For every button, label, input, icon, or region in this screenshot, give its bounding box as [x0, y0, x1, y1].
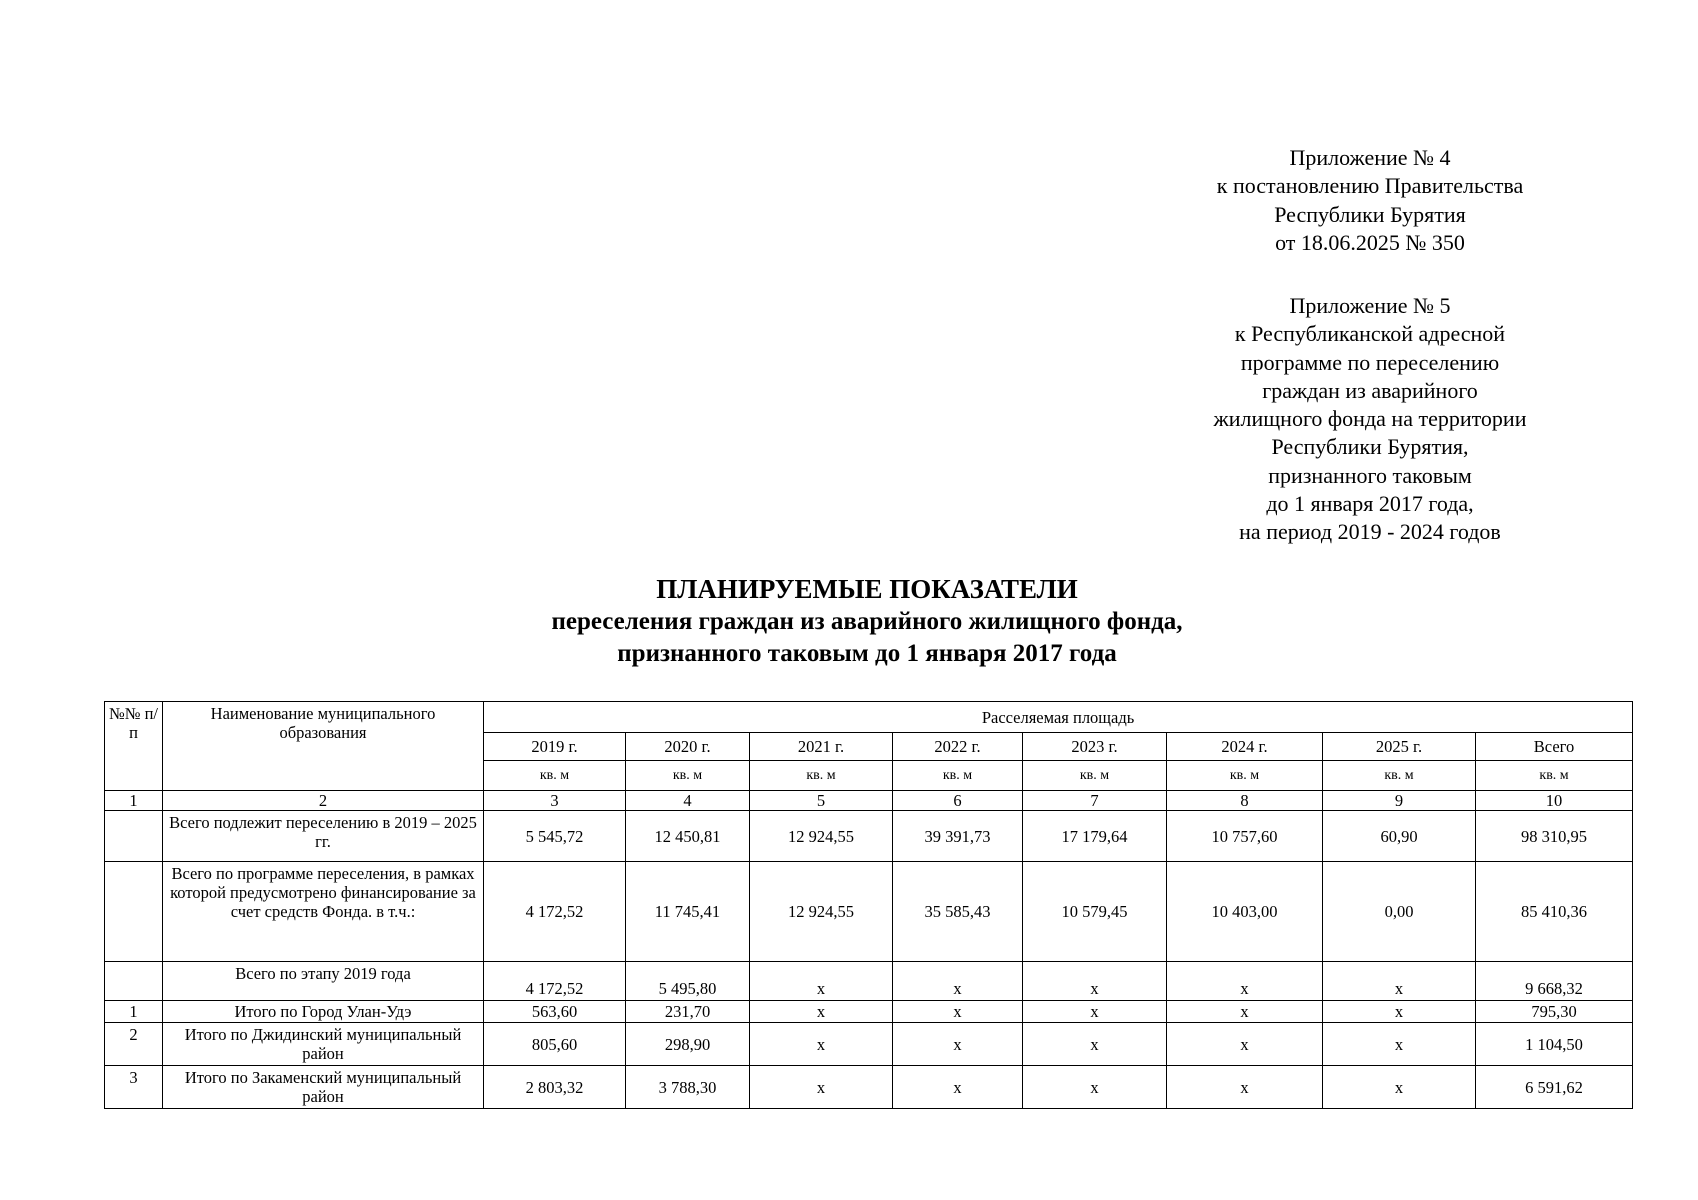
- row-value: х: [1167, 1001, 1323, 1023]
- appendix-5-line: признанного таковым: [1268, 462, 1472, 488]
- indicators-table: [104, 701, 1633, 1109]
- appendix-5-line: на период 2019 - 2024 годов: [1239, 519, 1501, 545]
- header-year: 2023 г.: [1023, 733, 1167, 761]
- row-value: х: [893, 1066, 1023, 1109]
- row-num: 2: [105, 1023, 163, 1066]
- column-number: 9: [1323, 791, 1476, 811]
- appendix-4-line: к постановлению Правительства: [1216, 173, 1524, 199]
- row-value: х: [1023, 1066, 1167, 1109]
- header-unit: кв. м: [626, 761, 750, 791]
- row-value: 563,60: [484, 1001, 626, 1023]
- row-value: 795,30: [1476, 1001, 1633, 1023]
- header-year: 2022 г.: [893, 733, 1023, 761]
- header-num: №№ п/п: [105, 702, 163, 791]
- table-row: [105, 1023, 1633, 1066]
- row-value: 35 585,43: [893, 862, 1023, 962]
- column-number: 1: [105, 791, 163, 811]
- column-number: 7: [1023, 791, 1167, 811]
- table-row: [105, 962, 1633, 1001]
- header-year: 2019 г.: [484, 733, 626, 761]
- appendix-5-line: Приложение № 5: [1289, 293, 1451, 318]
- column-number: 5: [750, 791, 893, 811]
- appendix-5-line: программе по переселению: [1240, 349, 1500, 375]
- row-value: 98 310,95: [1476, 811, 1633, 862]
- header-unit: кв. м: [750, 761, 893, 791]
- row-name: Итого по Закаменский муниципальный район: [163, 1066, 484, 1109]
- header-year: 2025 г.: [1323, 733, 1476, 761]
- row-name: Итого по Город Улан-Удэ: [163, 1001, 484, 1023]
- row-value: х: [1023, 1001, 1167, 1023]
- row-value: 9 668,32: [1476, 962, 1633, 1001]
- row-value: 3 788,30: [626, 1066, 750, 1109]
- row-value: х: [1323, 962, 1476, 1001]
- appendix-5-line: до 1 января 2017 года,: [1266, 491, 1474, 517]
- row-value: х: [1167, 1066, 1323, 1109]
- row-value: х: [893, 1001, 1023, 1023]
- header-area-group: Расселяемая площадь: [484, 702, 1633, 733]
- appendix-4-header: [1190, 144, 1550, 257]
- column-number: 2: [163, 791, 484, 811]
- row-value: х: [1023, 962, 1167, 1001]
- appendix-5-line: к Республиканской адресной: [1234, 321, 1506, 347]
- appendix-5-line: жилищного фонда на территории: [1213, 406, 1527, 432]
- appendix-4-line: Республики Бурятия: [1274, 201, 1466, 227]
- table-row: [105, 1001, 1633, 1023]
- header-unit: кв. м: [1167, 761, 1323, 791]
- column-number: 3: [484, 791, 626, 811]
- row-num: [105, 962, 163, 1001]
- row-value: 85 410,36: [1476, 862, 1633, 962]
- table-row: [105, 1066, 1633, 1109]
- row-num: [105, 862, 163, 962]
- row-value: 60,90: [1323, 811, 1476, 862]
- row-value: 0,00: [1323, 862, 1476, 962]
- row-value: 4 172,52: [484, 862, 626, 962]
- appendix-4-line: Приложение № 4: [1289, 145, 1451, 170]
- row-value: 39 391,73: [893, 811, 1023, 862]
- header-name: Наименование муниципального образования: [163, 702, 484, 791]
- appendix-5-line: граждан из аварийного: [1262, 377, 1478, 403]
- row-value: 5 545,72: [484, 811, 626, 862]
- header-unit: кв. м: [1023, 761, 1167, 791]
- row-name: Всего по этапу 2019 года: [163, 962, 484, 1001]
- title-line-2: переселения граждан из аварийного жилищного фонда,: [551, 608, 1183, 635]
- column-number: 10: [1476, 791, 1633, 811]
- row-value: х: [750, 962, 893, 1001]
- row-name: Всего по программе переселения, в рамках которой предусмотрено финансирование за счет средств Фонда. в т.ч.:: [163, 862, 484, 962]
- header-row-1: [105, 702, 1633, 733]
- row-value: 2 803,32: [484, 1066, 626, 1109]
- document-title: [0, 572, 1698, 670]
- row-value: 10 757,60: [1167, 811, 1323, 862]
- header-unit: кв. м: [1323, 761, 1476, 791]
- appendix-4-line: от 18.06.2025 № 350: [1275, 229, 1465, 255]
- table-row: [105, 811, 1633, 862]
- header-year: 2020 г.: [626, 733, 750, 761]
- row-value: х: [750, 1066, 893, 1109]
- header-unit: кв. м: [1476, 761, 1633, 791]
- row-value: 12 924,55: [750, 862, 893, 962]
- row-value: 10 579,45: [1023, 862, 1167, 962]
- column-number-row: [105, 791, 1633, 811]
- row-num: 3: [105, 1066, 163, 1109]
- title-line-1: ПЛАНИРУЕМЫЕ ПОКАЗАТЕЛИ: [656, 574, 1078, 604]
- row-name: Итого по Джидинский муниципальный район: [163, 1023, 484, 1066]
- header-year: 2021 г.: [750, 733, 893, 761]
- row-value: х: [750, 1001, 893, 1023]
- row-name: Всего подлежит переселению в 2019 – 2025 гг.: [163, 811, 484, 862]
- row-value: 805,60: [484, 1023, 626, 1066]
- title-line-3: признанного таковым до 1 января 2017 года: [617, 640, 1117, 667]
- row-value: х: [1167, 1023, 1323, 1066]
- row-value: 10 403,00: [1167, 862, 1323, 962]
- table-row: [105, 862, 1633, 962]
- row-value: 6 591,62: [1476, 1066, 1633, 1109]
- row-value: х: [893, 962, 1023, 1001]
- row-value: 12 450,81: [626, 811, 750, 862]
- row-value: 231,70: [626, 1001, 750, 1023]
- row-value: 1 104,50: [1476, 1023, 1633, 1066]
- row-value: 11 745,41: [626, 862, 750, 962]
- column-number: 4: [626, 791, 750, 811]
- row-value: 12 924,55: [750, 811, 893, 862]
- row-value: х: [750, 1023, 893, 1066]
- row-value: х: [893, 1023, 1023, 1066]
- column-number: 8: [1167, 791, 1323, 811]
- row-value: 17 179,64: [1023, 811, 1167, 862]
- row-value: 4 172,52: [484, 962, 626, 1001]
- row-value: х: [1323, 1066, 1476, 1109]
- row-value: х: [1323, 1001, 1476, 1023]
- column-number: 6: [893, 791, 1023, 811]
- header-year: 2024 г.: [1167, 733, 1323, 761]
- row-value: 298,90: [626, 1023, 750, 1066]
- row-num: 1: [105, 1001, 163, 1023]
- row-value: 5 495,80: [626, 962, 750, 1001]
- row-value: х: [1167, 962, 1323, 1001]
- header-unit: кв. м: [484, 761, 626, 791]
- appendix-5-header: [1190, 292, 1550, 547]
- header-unit: кв. м: [893, 761, 1023, 791]
- row-num: [105, 811, 163, 862]
- row-value: х: [1323, 1023, 1476, 1066]
- appendix-5-line: Республики Бурятия,: [1271, 434, 1469, 460]
- header-total: Всего: [1476, 733, 1633, 761]
- row-value: х: [1023, 1023, 1167, 1066]
